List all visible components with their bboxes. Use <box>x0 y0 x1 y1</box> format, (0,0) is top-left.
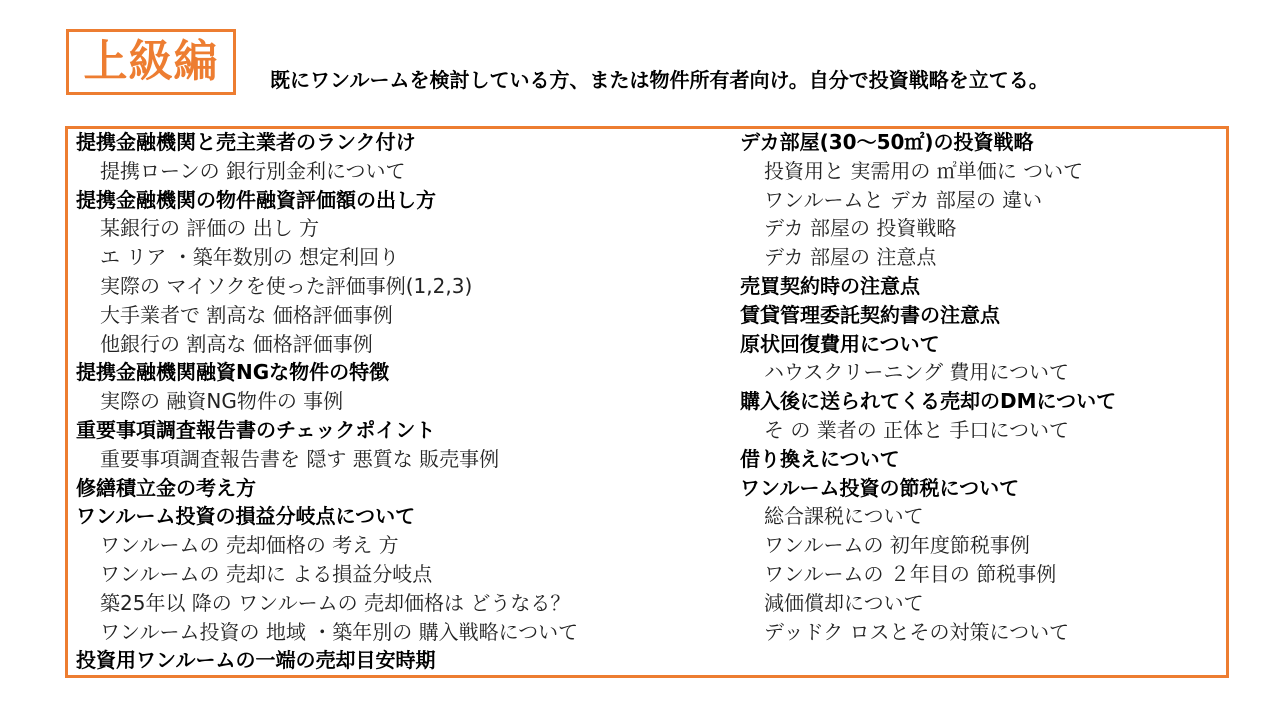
section-heading: ワンルーム投資の節税について <box>740 475 1020 500</box>
sub-item: ワンルームの ２年目の 節税事例 <box>764 561 1057 586</box>
section-heading: 投資用ワンルームの一端の売却目安時期 <box>76 648 436 673</box>
sub-item: 提携ローンの 銀行別金利について <box>100 158 406 183</box>
section-heading: 借り換えについて <box>740 446 900 471</box>
section-heading: 提携金融機関と売主業者のランク付け <box>76 130 416 154</box>
sub-item: デカ 部屋の 注意点 <box>764 245 937 270</box>
sub-item: デッドク ロスとその対策について <box>764 619 1070 644</box>
sub-item: 実際の マイソクを使った評価事例(1,2,3) <box>100 273 473 298</box>
section-heading: 原状回復費用について <box>740 331 940 356</box>
section-heading: 売買契約時の注意点 <box>740 273 920 298</box>
sub-item: 他銀行の 割高な 価格評価事例 <box>100 331 373 356</box>
sub-item: 某銀行の 評価の 出し 方 <box>100 216 320 241</box>
section-heading: 提携金融機関融資NGな物件の特徴 <box>76 360 390 385</box>
sub-item: 減価償却について <box>764 590 924 615</box>
sub-item: ワンルームと デカ 部屋の 違い <box>764 187 1043 212</box>
sub-item: 築25年以 降の ワンルームの 売却価格は どうなる？ <box>100 590 571 615</box>
sub-item: ハウスクリーニング 費用について <box>764 360 1069 385</box>
sub-item: そ の 業者の 正体と 手口について <box>764 417 1070 442</box>
section-heading: 賃貸管理委託契約書の注意点 <box>740 302 1000 327</box>
section-heading: 重要事項調査報告書のチェックポイント <box>76 417 436 442</box>
section-heading: 購入後に送られてくる売却のDMについて <box>740 389 1117 414</box>
sub-item: ワンルームの 初年度節税事例 <box>764 533 1030 558</box>
right-outline-column <box>740 128 1116 646</box>
level-badge <box>66 29 236 95</box>
sub-item: エ リア ・築年数別の 想定利回り <box>100 245 400 270</box>
badge-label: 上級編 <box>83 36 219 87</box>
section-heading: デカ部屋(30～50㎡)の投資戦略 <box>740 130 1034 154</box>
section-heading: ワンルーム投資の損益分岐点について <box>76 504 416 529</box>
sub-item: ワンルーム投資の 地域 ・築年別の 購入戦略について <box>100 619 579 644</box>
section-heading: 修繕積立金の考え方 <box>76 475 256 500</box>
sub-item: デカ 部屋の 投資戦略 <box>764 216 957 241</box>
sub-item: 総合課税について <box>764 504 924 529</box>
sub-item: 実際の 融資NG物件の 事例 <box>100 389 344 414</box>
sub-item: 大手業者で 割高な 価格評価事例 <box>100 302 393 327</box>
section-heading: 提携金融機関の物件融資評価額の出し方 <box>76 187 436 212</box>
sub-item: 投資用と 実需用の ㎡単価に ついて <box>764 158 1084 183</box>
page-subtitle: 既にワンルームを検討している方、または物件所有者向け。自分で投資戦略を立てる。 <box>270 68 1049 92</box>
sub-item: ワンルームの 売却価格の 考え 方 <box>100 533 399 558</box>
sub-item: ワンルームの 売却に よる損益分岐点 <box>100 561 433 586</box>
left-outline-column <box>76 128 578 675</box>
sub-item: 重要事項調査報告書を 隠す 悪質な 販売事例 <box>100 446 500 471</box>
